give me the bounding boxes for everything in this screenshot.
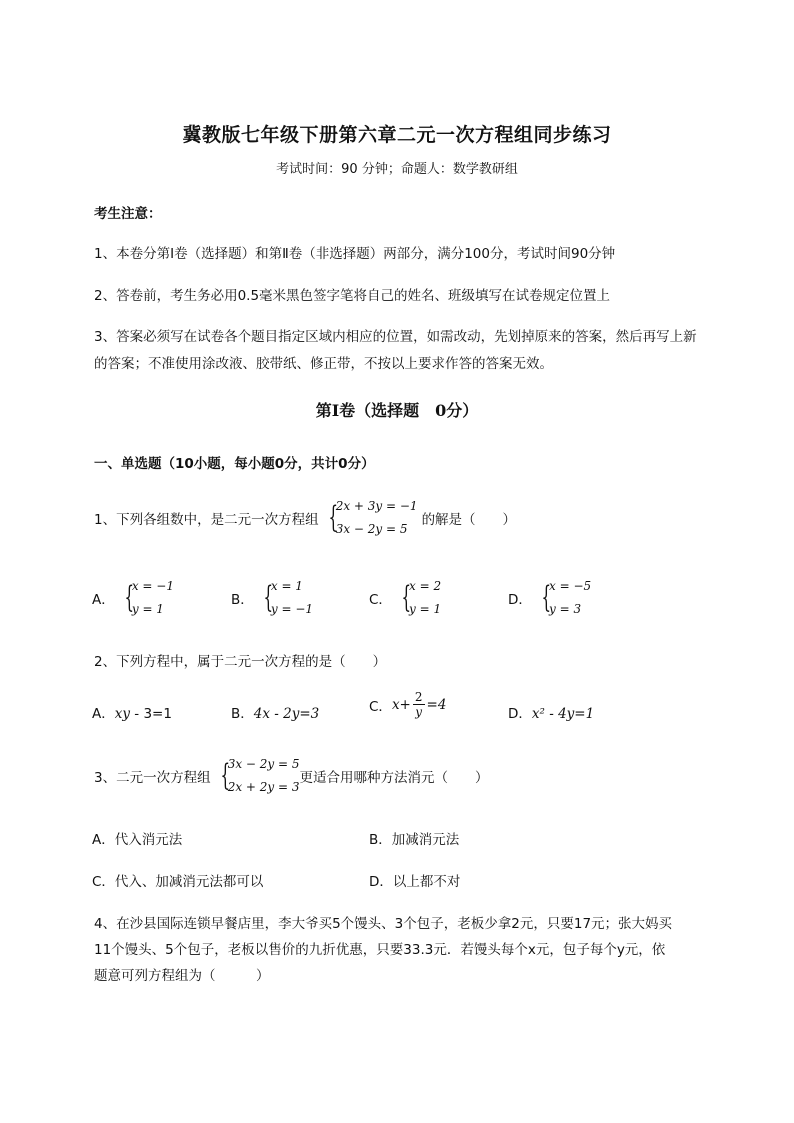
q3-option-c[interactable]: C．代入、加减消元法都可以	[92, 874, 264, 890]
option-line: x = −5	[549, 579, 592, 593]
q3-suffix: 更适合用哪种方法消元（ ）	[299, 770, 489, 786]
question-3	[94, 756, 489, 796]
option-math: x+	[391, 696, 411, 713]
option-line: y = −1	[270, 602, 314, 616]
q2-option-d[interactable]	[508, 702, 594, 722]
question-4-line-2: 11个馒头、5个包子，老板以售价的九折优惠，只要33.3元．若馒头每个x元，包子每个y元，依	[94, 942, 666, 958]
q1-option-b[interactable]	[231, 578, 313, 618]
option-line: y = 1	[131, 602, 164, 616]
brace-icon: {	[401, 580, 412, 615]
option-label: B．	[231, 592, 254, 608]
q1-eq1: 2x + 3y = −1	[335, 499, 418, 513]
q1-option-d[interactable]	[508, 578, 591, 618]
option-line: y = 1	[409, 602, 442, 616]
fraction-numerator: 2	[414, 690, 423, 704]
option-math: - 3=1	[130, 706, 172, 722]
brace-icon: {	[124, 580, 134, 615]
notice-heading: 考生注意：	[94, 206, 162, 222]
q3-equation-system	[211, 756, 300, 796]
option-line: x = 1	[270, 579, 303, 593]
option-label: C．	[369, 592, 392, 608]
brace-icon: {	[263, 580, 273, 615]
option-line: y = 3	[549, 602, 582, 616]
option-label: B．	[231, 706, 254, 722]
q1-prefix: 1、下列各组数中，是二元一次方程组	[94, 512, 319, 528]
option-math: x² - 4y=1	[531, 706, 595, 722]
fraction-denominator: y	[415, 705, 423, 719]
q2-option-b[interactable]	[231, 702, 319, 722]
option-label: D．	[508, 706, 532, 722]
part-heading: 一、单选题（10小题，每小题0分，共计0分）	[94, 456, 375, 472]
q3-option-d[interactable]: D．以上都不对	[369, 874, 461, 890]
question-1	[94, 498, 516, 538]
q3-prefix: 3、二元一次方程组	[94, 770, 211, 786]
q3-eq2: 2x + 2y = 3	[227, 780, 300, 794]
q1-option-a[interactable]	[92, 578, 174, 618]
q2-option-c[interactable]	[369, 690, 446, 719]
q1-option-c[interactable]	[369, 578, 441, 618]
option-label: A．	[92, 592, 115, 608]
exam-subtitle: 考试时间：90 分钟；命题人：数学教研组	[276, 162, 518, 177]
q2-option-a[interactable]	[92, 702, 172, 722]
option-math: 4x - 2y=3	[253, 706, 320, 722]
question-4-line-1: 4、在沙县国际连锁早餐店里，李大爷买5个馒头、3个包子，老板少拿2元，只要17元；张大妈买	[94, 916, 673, 932]
q1-equation-system	[319, 498, 418, 538]
notice-item-3-line-2: 的答案；不准使用涂改液、胶带纸、修正带，不按以上要求作答的答案无效。	[94, 356, 553, 372]
notice-item-1: 1、本卷分第Ⅰ卷（选择题）和第Ⅱ卷（非选择题）两部分，满分100分，考试时间90分钟	[94, 246, 616, 262]
option-label: D．	[508, 592, 532, 608]
option-math: xy	[114, 706, 130, 722]
notice-item-2: 2、答卷前，考生务必用0.5毫米黑色签字笔将自己的姓名、班级填写在试卷规定位置上	[94, 288, 611, 304]
option-line: x = −1	[131, 579, 174, 593]
q1-eq2: 3x − 2y = 5	[335, 522, 408, 536]
option-math: =4	[426, 696, 447, 713]
q3-eq1: 3x − 2y = 5	[227, 757, 300, 771]
notice-item-3-line-1: 3、答案必须写在试卷各个题目指定区域内相应的位置，如需改动，先划掉原来的答案，然后再写上新	[94, 329, 697, 345]
exam-title: 冀教版七年级下册第六章二元一次方程组同步练习	[182, 124, 612, 146]
question-2: 2、下列方程中，属于二元一次方程的是（ ）	[94, 654, 387, 670]
q3-option-b[interactable]: B．加减消元法	[369, 832, 460, 848]
question-4-line-3: 题意可列方程组为（ ）	[94, 968, 270, 984]
section-title: 第Ⅰ卷（选择题 0分）	[315, 401, 479, 420]
brace-icon: {	[220, 758, 230, 793]
option-label: A．	[92, 706, 115, 722]
fraction	[413, 690, 425, 719]
option-line: x = 2	[409, 579, 442, 593]
q3-option-a[interactable]: A．代入消元法	[92, 832, 183, 848]
option-label: C．	[369, 698, 392, 715]
q1-suffix: 的解是（ ）	[421, 512, 517, 528]
brace-icon: {	[541, 580, 551, 615]
brace-icon: {	[328, 500, 338, 535]
